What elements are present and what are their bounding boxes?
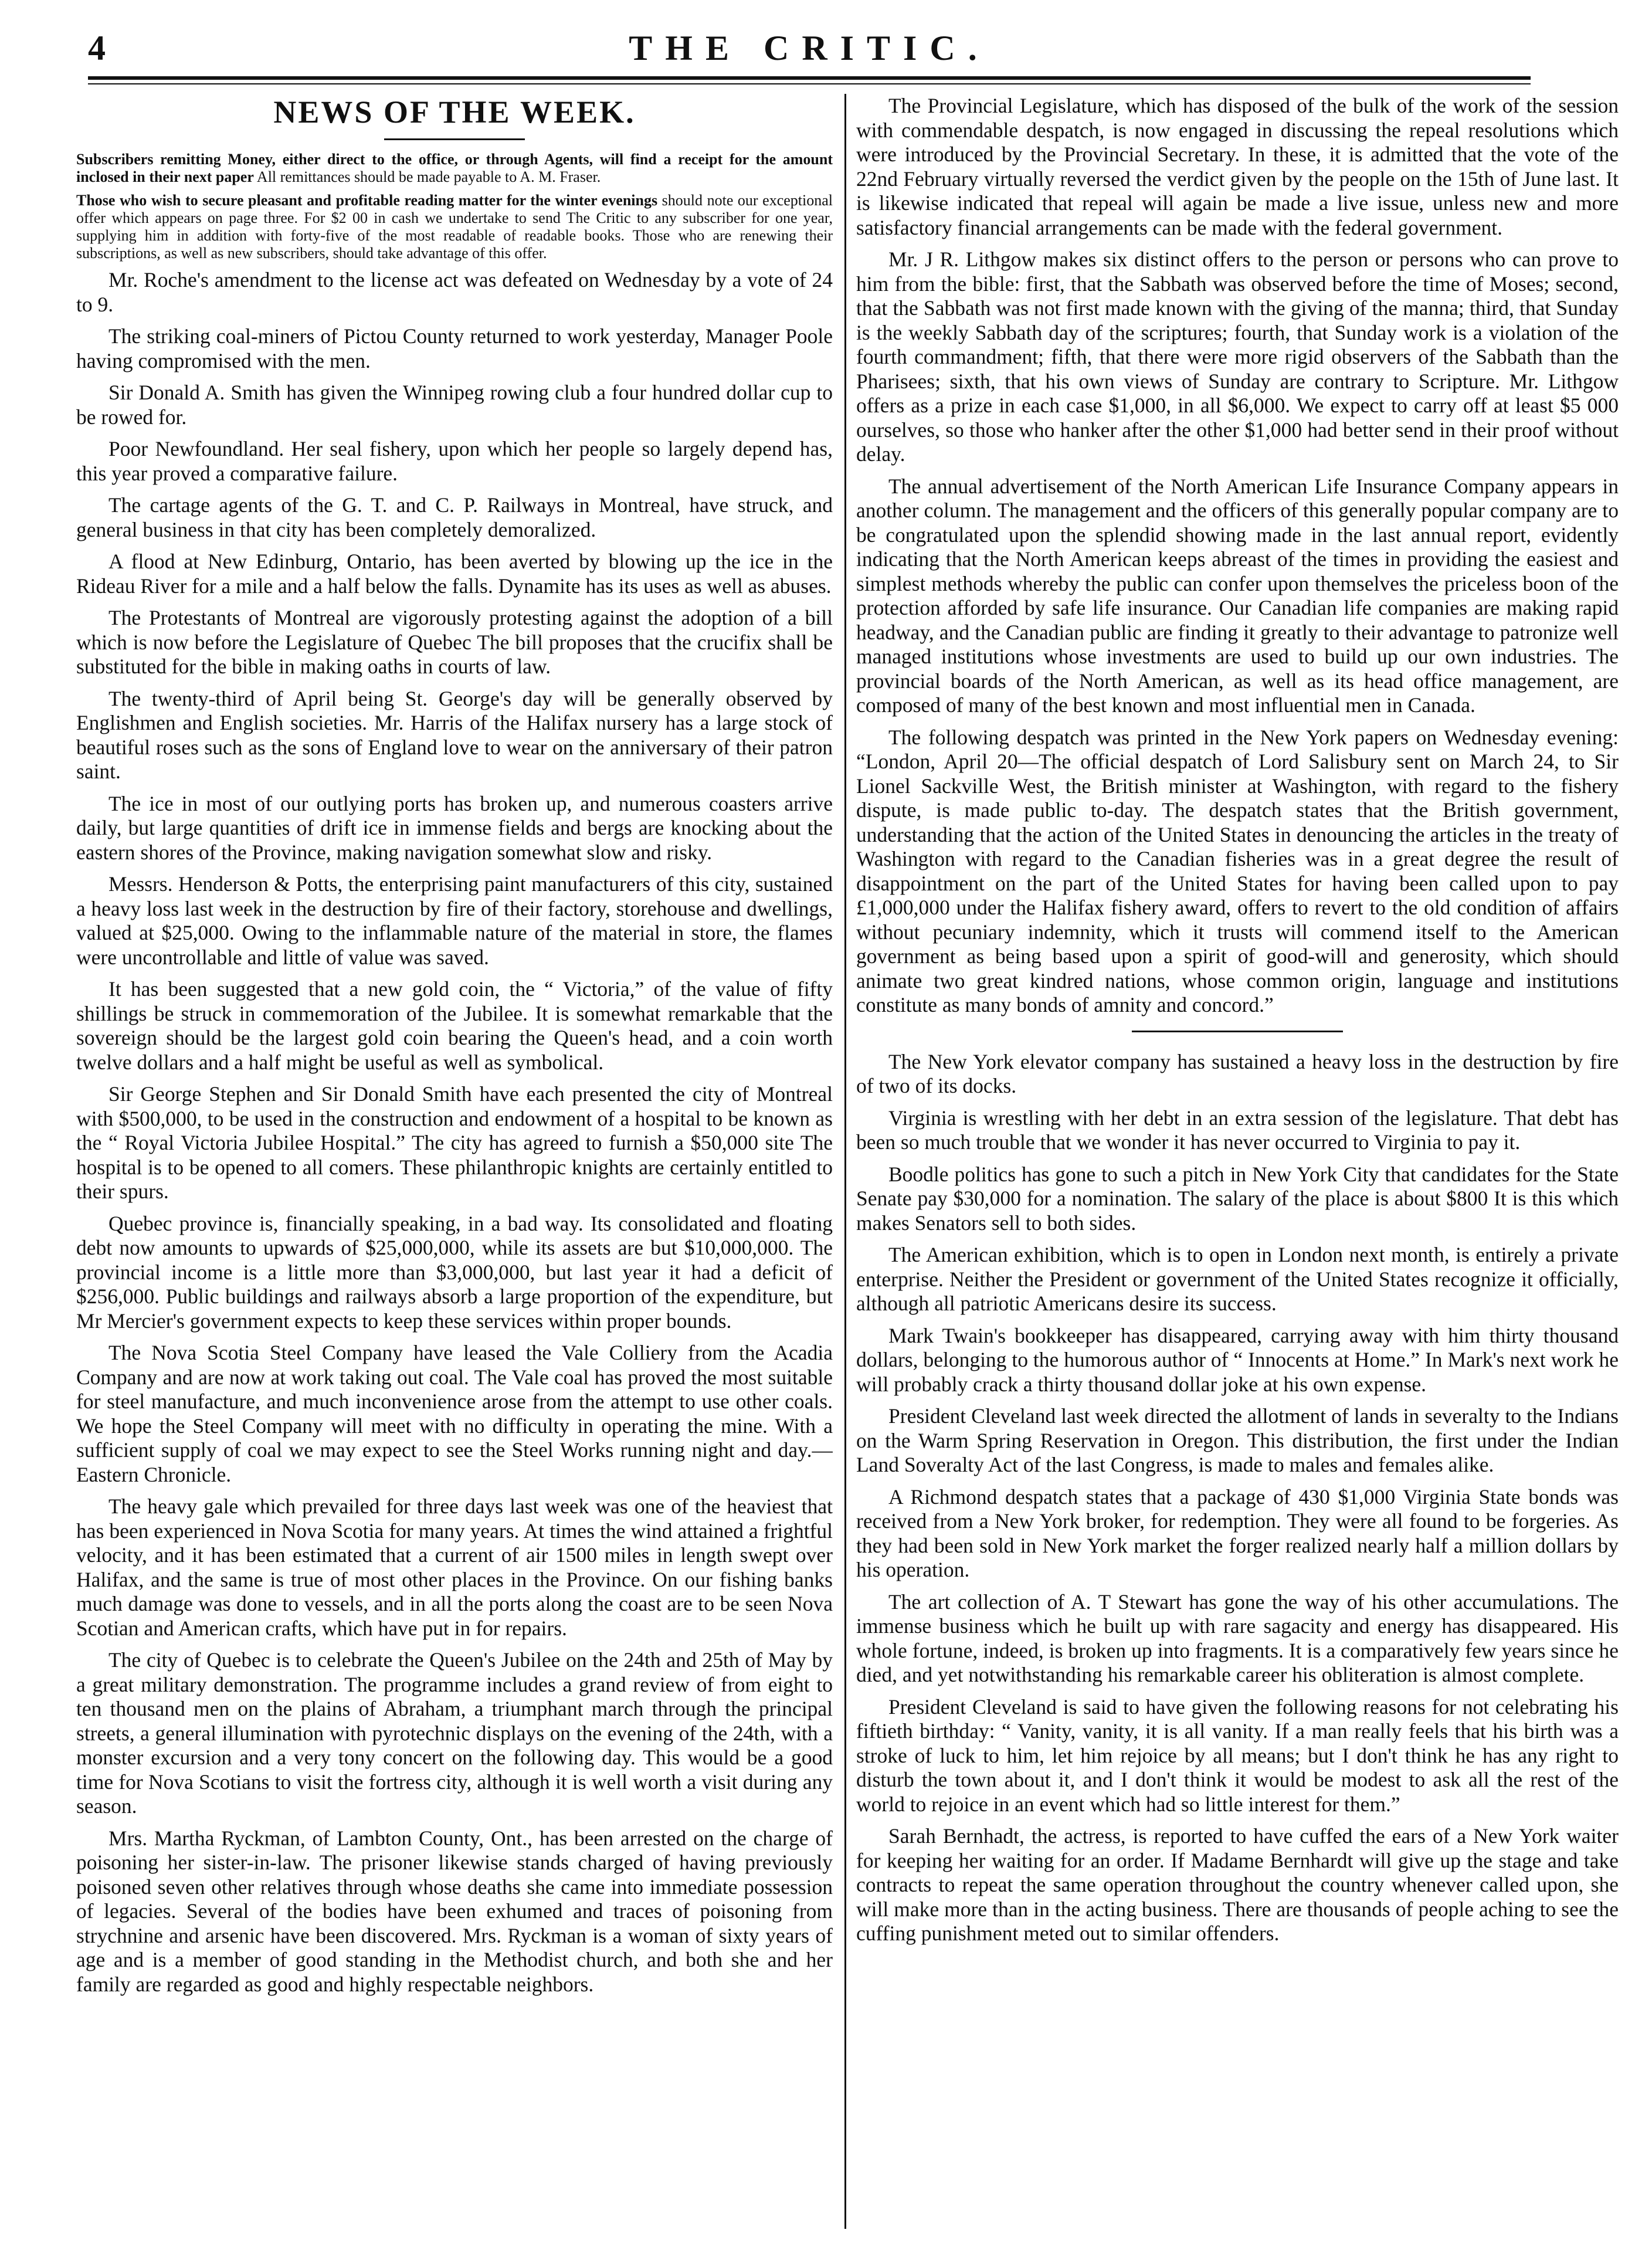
paragraph-text: The heavy gale which prevailed for three days last week was one of the heaviest that has been experienced in Nova Scotia for many years. At times the wind attained a frightful velocity, and it has been estimated that a current of air 1500 miles in length swept over Halifax, and the same is true of most other places in the Province. On our fishing banks much damage was done to vessels, and in all the ports along the coast are to be seen Nova Scotian and American crafts, which have put in for repairs. bbox=[76, 1495, 833, 1640]
news-item bbox=[856, 1324, 1619, 1397]
news-item bbox=[856, 1106, 1619, 1155]
news-item bbox=[856, 1695, 1619, 1817]
news-item bbox=[76, 1495, 833, 1641]
paragraph-text: The American exhibition, which is to open in London next month, is entirely a private enterprise. Neither the President or government of the United States recognize it officially, although all patriotic Americans desire its success. bbox=[856, 1243, 1619, 1315]
section-separator bbox=[1132, 1031, 1343, 1032]
left-column bbox=[76, 94, 833, 2229]
right-articles-top bbox=[856, 94, 1619, 1018]
paragraph-text: The Provincial Legislature, which has disposed of the bulk of the work of the session with commendable despatch, is now engaged in discussing the repeal resolutions which were introduced by the Provincial Secretary. In these, it is admitted that the vote of the 22nd February virtually reversed the verdict given by the people on the 15th of June last. It is likewise indicated that repeal will again be made a live issue, unless new and more satisfactory financial arrangements can be made with the federal government. bbox=[856, 94, 1619, 239]
paragraph-text: The following despatch was printed in the New York papers on Wednesday evening: “London, April 20—The official despatch of Lord Salisbury sent on March 24, to Sir Lionel Sackville West, the British minister at Washington, with regard to the fishery dispute, is made public to-day. The despatch states that the British government, understanding that the action of the United States in denouncing the articles in the treaty of Washington with regard to the Canadian fisheries was in a great degree the result of disappointment on the part of the United States for having been called upon to pay £1,000,000 under the Halifax fishery award, offers to revert to the old condition of affairs without pecuniary indemnity, which it trusts will commend itself to the American government as being based upon a spirit of good-will and generosity, which should animate two great kindred nations, whose common origin, language and institutions constitute as many bonds of amnity and concord.” bbox=[856, 725, 1619, 1016]
paragraph-text: The art collection of A. T Stewart has gone the way of his other accumulations. The immense business which he built up with rare sagacity and energy has disappeared. His whole fortune, indeed, is broken up into fragments. It is a comparatively few years since he died, and yet notwithstanding his remarkable career his obliteration is almost complete. bbox=[856, 1590, 1619, 1686]
paragraph-text: A flood at New Edinburg, Ontario, has been averted by blowing up the ice in the Rideau River for a mile and a half below the falls. Dynamite has its uses as well as abuses. bbox=[76, 550, 833, 598]
news-item bbox=[76, 381, 833, 429]
paragraph-text: Mr. Roche's amendment to the license act was defeated on Wednesday by a vote of 24 to 9. bbox=[76, 268, 833, 316]
paragraph-text: Sir Donald A. Smith has given the Winnipeg rowing club a four hundred dollar cup to be rowed for. bbox=[76, 381, 833, 429]
subscriber-notices bbox=[76, 151, 833, 262]
paragraph-text: Mrs. Martha Ryckman, of Lambton County, Ont., has been arrested on the charge of poisoning her sister-in-law. The prisoner likewise stands charged of having previously poisoned seven other relatives through whose deaths she came into immediate possession of legacies. Several of the bodies have been exhumed and traces of poisoning from strychnine and arsenic have been discovered. Mrs. Ryckman is a woman of sixty years of age and is a member of good standing in the Methodist church, and both she and her family are regarded as good and highly respectable neighbors. bbox=[76, 1826, 833, 1996]
news-item bbox=[856, 1824, 1619, 1946]
paragraph-lead: Those who wish to secure pleasant and profitable reading matter for the winter evenings bbox=[76, 192, 658, 209]
news-item bbox=[76, 792, 833, 865]
news-item bbox=[856, 1485, 1619, 1583]
paragraph-lead: Subscribers remitting Money, either direct to the office, or through Agents, will find a receipt for the amount inclosed in their next paper bbox=[76, 151, 833, 185]
paragraph-text: President Cleveland is said to have given the following reasons for not celebrating his fiftieth birthday: “ Vanity, vanity, it is all vanity. If a man really feels that his birth was a stroke of luck to him, let him rejoice by all means; but I don't think he has any right to disturb the town about it, and I don't think it would be modest to ask all the rest of the world to rejoice in an event which had so little interest for them.” bbox=[856, 1695, 1619, 1816]
news-item bbox=[856, 1050, 1619, 1099]
paragraph-text: All remittances should be made payable to A. M. Fraser. bbox=[253, 168, 601, 185]
paragraph-text: Quebec province is, financially speaking, in a bad way. Its consolidated and floating debt now amounts to upwards of $25,000,000, while its assets are but $10,000,000. The provincial income is a little more than $3,000,000, but last year it had a deficit of $256,000. Public buildings and railways absorb a large proportion of the expenditure, but Mr Mercier's government expects to keep these services within proper bounds. bbox=[76, 1211, 833, 1333]
paragraph-text: Messrs. Henderson & Potts, the enterprising paint manufacturers of this city, sustained a heavy loss last week in the destruction by fire of their factory, storehouse and dwellings, valued at $25,000. Owing to the inflammable nature of the material in store, the flames were uncontrollable and little of value was saved. bbox=[76, 872, 833, 969]
news-item bbox=[856, 1590, 1619, 1687]
news-item bbox=[76, 1827, 833, 1997]
title-rule bbox=[384, 138, 525, 140]
paragraph-text: should note our exceptional offer which appears on page three. For $2 00 in cash we undertake to send The Critic to any subscriber for one year, supplying him in addition with forty-five of the most readable of readable books. Those who are renewing their subscriptions, as well as new subscribers, should take advantage of this offer. bbox=[76, 192, 833, 262]
paragraph-text: Poor Newfoundland. Her seal fishery, upon which her people so largely depend has, this year proved a comparative failure. bbox=[76, 437, 833, 485]
paragraph-text: Mr. J R. Lithgow makes six distinct offers to the person or persons who can prove to him from the bible: first, that the Sabbath was observed before the time of Moses; second, that the Sabbath was not first made known with the giving of the manna; third, that Sunday is the weekly Sabbath day of the scriptures; fourth, that Sunday work is a violation of the fourth commandment; fifth, that there were more rigid observers of the Sabbath than the Pharisees; sixth, that his own views of Sunday are contrary to Scripture. Mr. Lithgow offers as a prize in each case $1,000, in all $6,000. We expect to carry off at least $5 000 ourselves, so those who hanker after the other $1,000 had better send in their proof without delay. bbox=[856, 248, 1619, 466]
paragraph-text: President Cleveland last week directed the allotment of lands in severalty to the Indians on the Warm Spring Reservation in Oregon. This distribution, the first under the Indian Land Soveralty Act of the last Congress, is made to males and females alike. bbox=[856, 1404, 1619, 1476]
news-item bbox=[856, 1404, 1619, 1478]
news-item bbox=[76, 606, 833, 679]
news-item bbox=[76, 550, 833, 598]
paragraph-text: Mark Twain's bookkeeper has disappeared, carrying away with him thirty thousand dollars, belonging to the humorous author of “ Innocents at Home.” In Mark's next work he will probably crack a thirty thousand dollar joke at his own expense. bbox=[856, 1323, 1619, 1396]
paragraph-text: Sarah Bernhadt, the actress, is reported to have cuffed the ears of a New York waiter for keeping her waiting for an order. If Madame Bernhardt will give up the stage and take contracts to repeat the same operation throughout the country whenever called upon, she will make more than in the acting business. There are thousands of people aching to see the cuffing punishment meted out to similar offenders. bbox=[856, 1824, 1619, 1945]
header-rule-thin bbox=[88, 83, 1531, 84]
news-item bbox=[76, 324, 833, 373]
news-item bbox=[76, 1082, 833, 1204]
paragraph-text: The New York elevator company has sustained a heavy loss in the destruction by fire of two of its docks. bbox=[856, 1049, 1619, 1097]
subscriber-notice bbox=[76, 151, 833, 186]
paragraph-text: It has been suggested that a new gold coin, the “ Victoria,” of the value of fifty shillings be struck in commemoration of the Jubilee. It is somewhat remarkable that the sovereign should be the largest gold coin bearing the Queen's head, and a coin worth twelve dollars and a half might be useful as well as symbolical. bbox=[76, 977, 833, 1074]
page-header bbox=[88, 28, 1531, 69]
news-item bbox=[856, 1163, 1619, 1236]
paragraph-text: A Richmond despatch states that a package of 430 $1,000 Virginia State bonds was received from a New York broker, for redemption. They were all found to be forgeries. As they had been sold in New York market the forger realized nearly half a million dollars by his operation. bbox=[856, 1485, 1619, 1581]
paragraph-text: The cartage agents of the G. T. and C. P. Railways in Montreal, have struck, and general business in that city has been completely demoralized. bbox=[76, 493, 833, 541]
paragraph-text: The annual advertisement of the North American Life Insurance Company appears in another column. The management and the officers of this generally popular company are to be congratulated upon the splendid showing made in the last annual report, evidently indicating that the North American keeps abreast of the times in providing the easiest and simplest methods whereby the public can confer upon themselves the priceless boon of the protection afforded by safe life insurance. Our Canadian life companies are making rapid headway, and the Canadian public are finding it greatly to their advantage to patronize well managed institutions whose investments are used to build up our own industries. The provincial boards of the North American, as well as its head office management, are composed of many of the best known and most influential men in Canada. bbox=[856, 474, 1619, 717]
news-item bbox=[856, 475, 1619, 718]
news-item bbox=[76, 872, 833, 970]
news-item bbox=[76, 493, 833, 542]
paragraph-text: The ice in most of our outlying ports has broken up, and numerous coasters arrive daily, but large quantities of drift ice in immense fields and bergs are knocking about the eastern shores of the Province, making navigation somewhat slow and risky. bbox=[76, 791, 833, 864]
news-item bbox=[76, 437, 833, 486]
paragraph-text: The Nova Scotia Steel Company have leased the Vale Colliery from the Acadia Company and are now at work taking out coal. The Vale coal has proved the most suitable for steel manufacture, and much inconvenience arose from the attempt to use other coals. We hope the Steel Company will meet with no difficulty in operating the mine. With a sufficient supply of coal we may expect to see the Steel Works running night and day.—Eastern Chronicle. bbox=[76, 1341, 833, 1486]
paragraph-text: The twenty-third of April being St. George's day will be generally observed by Englishmen and English societies. Mr. Harris of the Halifax nursery has a large stock of beautiful roses such as the sons of England love to wear on the anniversary of their patron saint. bbox=[76, 686, 833, 783]
news-item bbox=[856, 248, 1619, 467]
left-articles bbox=[76, 268, 833, 1997]
news-item bbox=[76, 977, 833, 1075]
paragraph-text: The striking coal-miners of Pictou County returned to work yesterday, Manager Poole having compromised with the men. bbox=[76, 324, 833, 372]
news-item bbox=[856, 1243, 1619, 1316]
subscriber-notice bbox=[76, 192, 833, 262]
masthead: THE CRITIC. bbox=[629, 29, 990, 67]
section-title: NEWS OF THE WEEK. bbox=[273, 94, 636, 130]
news-item bbox=[856, 94, 1619, 240]
paragraph-text: Sir George Stephen and Sir Donald Smith have each presented the city of Montreal with $500,000, to be used in the construction and endowment of a hospital to be known as the “ Royal Victoria Jubilee Hospital.” The city has agreed to furnish a $50,000 site The hospital is to be opened to all comers. These philanthropic knights are certainly entitled to their spurs. bbox=[76, 1082, 833, 1203]
news-item bbox=[76, 1648, 833, 1819]
news-item bbox=[76, 268, 833, 317]
page-number: 4 bbox=[88, 29, 106, 67]
paragraph-text: The Protestants of Montreal are vigorously protesting against the adoption of a bill which is now before the Legislature of Quebec The bill proposes that the crucifix shall be substituted for the bible in making oaths in courts of law. bbox=[76, 606, 833, 678]
paragraph-text: Virginia is wrestling with her debt in an extra session of the legislature. That debt has been so much trouble that we wonder it has never occurred to Virginia to pay it. bbox=[856, 1106, 1619, 1154]
news-item bbox=[76, 1341, 833, 1487]
news-item bbox=[76, 687, 833, 784]
header-rule-thick bbox=[88, 76, 1531, 80]
paragraph-text: Boodle politics has gone to such a pitch in New York City that candidates for the State Senate pay $30,000 for a nomination. The salary of the place is about $800 It is this which makes Senators sell to both sides. bbox=[856, 1162, 1619, 1235]
news-item bbox=[76, 1212, 833, 1334]
news-item bbox=[856, 726, 1619, 1018]
right-column bbox=[856, 94, 1619, 2229]
column-divider bbox=[844, 94, 846, 2229]
paragraph-text: The city of Quebec is to celebrate the Queen's Jubilee on the 24th and 25th of May by a great military demonstration. The programme includes a grand review of from eight to ten thousand men on the plains of Abraham, a triumphant march through the principal streets, a general illumination with pyrotechnic displays on the evening of the 24th, with a monster excursion and a very tony concert on the following day. This would be a good time for Nova Scotians to visit the fortress city, although it is well worth a visit during any season. bbox=[76, 1648, 833, 1818]
right-articles-bottom bbox=[856, 1050, 1619, 1946]
